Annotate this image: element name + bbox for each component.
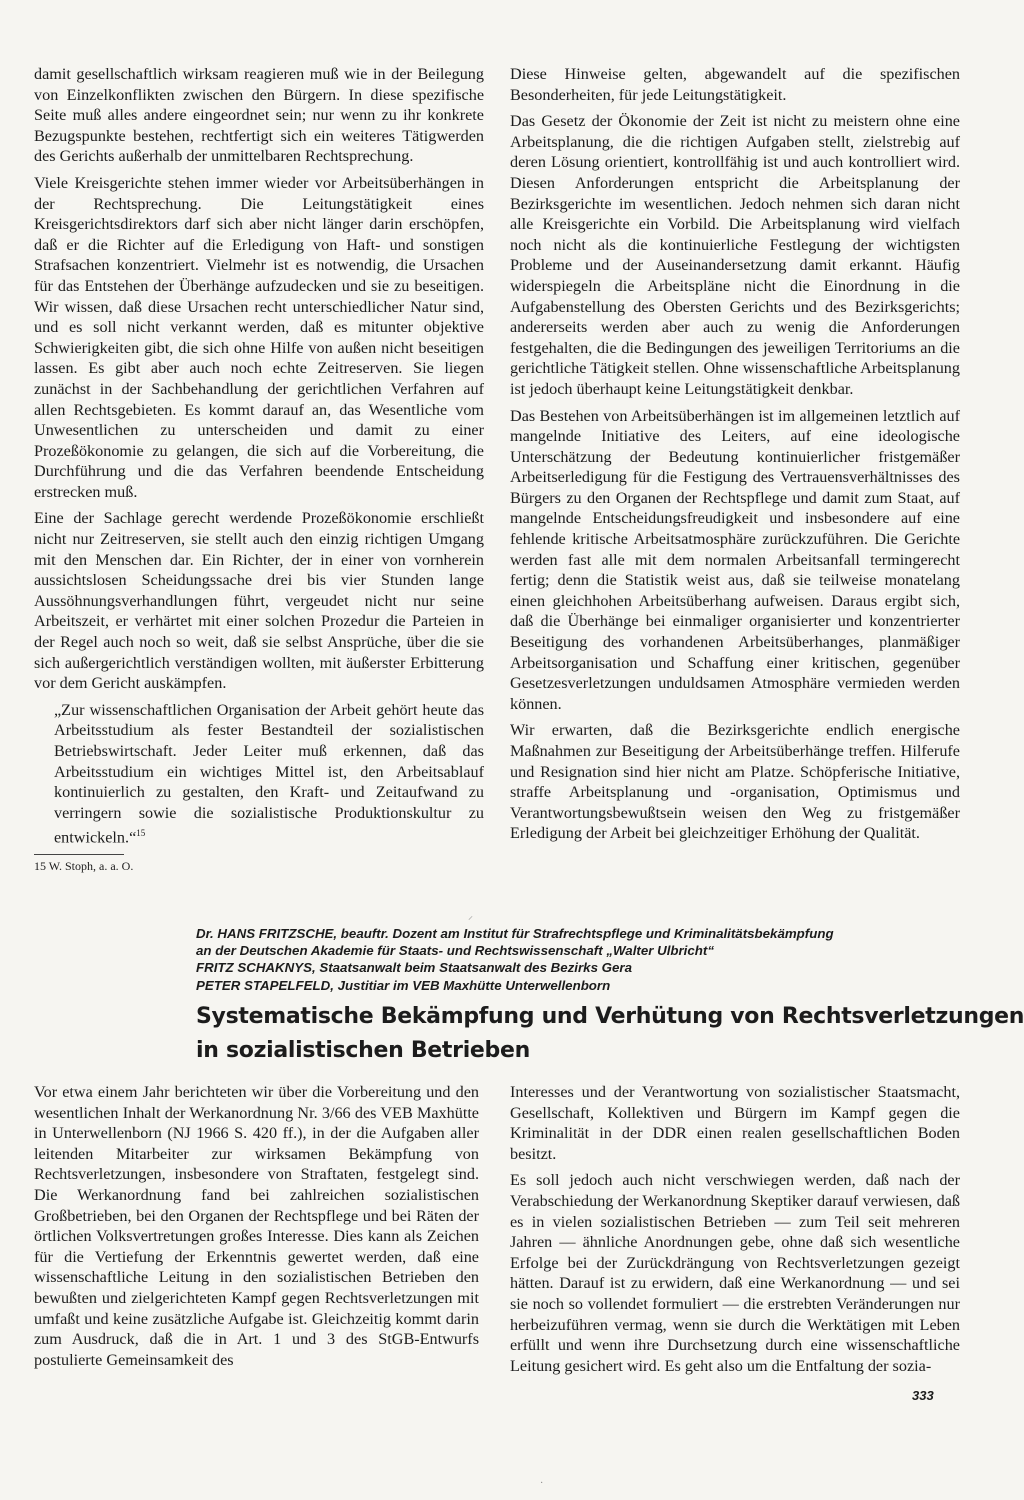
paragraph: Diese Hinweise gelten, abgewandelt auf die spezifischen Besonderheiten, für jede Leitungstätigkeit. <box>510 65 960 104</box>
paragraph: Das Gesetz der Ökonomie der Zeit ist nicht zu meistern ohne eine Arbeitsplanung, die die richtigen Aufgaben stellt, zielstrebig auf deren Lösung orientiert, kontrollfähig ist und auch kontrolliert wird. Diesen Anforderungen entspricht die Arbeitsplanung der Bezirksgerichte im wesentlichen. Jedoch nehmen sich daran nicht alle Kreisgerichte ein Vorbild. Die Arbeitsplanung wird vielfach noch nicht als die kontinuierliche Festlegung der wichtigsten Probleme und der Auseinandersetzung damit erkannt. Häufig widerspiegeln die Arbeitspläne nicht die Einordnung in die Aufgabenstellung des Obersten Gerichts und des Bezirksgerichts; andererseits werden aber auch zu wenig die Anforderungen festgehalten, die die Bedingungen des jeweiligen Territoriums an die gerichtliche Tätigkeit stellen. Ohne wissenschaftliche Arbeitsplanung ist jedoch überhaupt keine Leitungstätigkeit denkbar. <box>510 112 960 398</box>
author-line: PETER STAPELFELD, Justitiar im VEB Maxhütte Unterwellenborn <box>196 977 611 993</box>
paragraph: Das Bestehen von Arbeitsüberhängen ist im allgemeinen letztlich auf mangelnde Initiative des Leiters, auf eine ideologische Unterschätzung der Bedeutung kontinuierlicher fristgemäßer Arbeitserledigung für die Festigung des Vertrauensverhältnisses des Bürgers zu den Organen der Rechtspflege und damit zum Staat, auf mangelnde Entscheidungsfreudigkeit und insbesondere auf eine fehlende kritische Arbeitsatmosphäre zurückzuführen. Die Gerichte werden fast alle mit dem normalen Arbeitsanfall termingerecht fertig; denn die Statistik weist aus, daß sie teilweise monatelang einen gleichhohen Arbeitsüberhang aufweisen. Daraus ergibt sich, daß die Überhänge bei einmaliger organisierter und konzentrierter Beseitigung des vorhandenen Arbeitsüberhanges, planmäßiger Arbeitsorganisation und Schaffung einer kritischen, gegenüber Gesetzesverletzungen unduldsamen Atmosphäre vermieden werden können. <box>510 406 960 713</box>
headline-line-1: Systematische Bekämpfung und Verhütung von Rechtsverletzungen <box>196 1004 1024 1029</box>
paragraph: Viele Kreisgerichte stehen immer wieder vor Arbeitsüberhängen in der Rechtsprechung. Die Leitungstätigkeit eines Kreisgerichtsdirektors darf sich aber nicht länger darin erschöpfen, daß er die Richter auf die Erledigung von Haft- und sonstigen Strafsachen konzentriert. Vielmehr ist es notwendig, die Ursachen für das Entstehen der Überhänge aufzudecken und sie zu beseitigen. Wir wissen, daß diese Ursachen recht unterschiedlicher Natur sind, und es soll nicht verkannt werden, daß es mitunter objektive Schwierigkeiten gibt, die sich ohne Hilfe von außen nicht beseitigen lassen. Es gibt aber auch noch echte Zeitreserven. Sie liegen zunächst in der Sachbehandlung der gerichtlichen Verfahren auf allen Rechtsgebieten. Es kommt darauf an, das Wesentliche vom Unwesentlichen zu unterscheiden und damit zu einer Prozeßökonomie zu gelangen, die sich auf die Vorbereitung, die Durchführung und die das Verfahren beendende Entscheidung erstrecken muß. <box>34 173 484 501</box>
author-line: an der Deutschen Akademie für Staats- und Rechtswissenschaft „Walter Ulbricht“ <box>196 943 714 959</box>
page-number: 333 <box>912 1388 934 1403</box>
article-headline <box>196 1000 1024 1068</box>
paragraph: Wir erwarten, daß die Bezirksgerichte endlich energische Maßnahmen zur Beseitigung der Arbeitsüberhänge treffen. Hilferufe und Resignation sind hier nicht am Platze. Schöpferische Initiative, straffe Arbeitsplanung und -organisation, Optimismus und Verantwortungsbewußtsein weisen den Weg zu fristgemäßer Erledigung der Arbeit bei gleichzeitiger Erhöhung der Qualität. <box>510 721 960 843</box>
author-line: FRITZ SCHAKNYS, Staatsanwalt beim Staatsanwalt des Bezirks Gera <box>196 960 632 976</box>
right-column-top <box>510 64 960 850</box>
author-block <box>196 925 966 994</box>
scan-mark: ⸝ <box>468 911 473 922</box>
paragraph: Eine der Sachlage gerecht werdende Prozeßökonomie erschließt nicht nur Zeitreserven, sie stellt auch den einzig richtigen Umgang mit den Menschen dar. Ein Richter, der in einer von vornherein aussichtslosen Scheidungssache drei bis vier Stunden lange Aussöhnungsverhandlungen führt, vergeudet nicht nur seine Arbeitszeit, er verhärtet mit einer solchen Prozedur die Parteien in der Regel auch noch so weit, daß sie selbst Ansprüche, über die sie sich außergerichtlich verständigen wollten, mit äußerster Erbitterung vor dem Gericht auskämpfen. <box>34 509 484 693</box>
paragraph: damit gesellschaftlich wirksam reagieren muß wie in der Beilegung von Einzelkonflikten zwischen den Bürgern. In diese spezifische Seite muß alles andere eingeordnet sein; nur wenn zu ihr konkrete Bezugspunkte bestehen, rechtfertigt sich ein weiteres Tätigwerden des Gerichts außerhalb der unmittelbaren Rechtsprechung. <box>34 65 484 166</box>
right-column-bottom <box>510 1082 960 1382</box>
headline-line-2: in sozialistischen Betrieben <box>196 1038 530 1063</box>
block-quote <box>54 700 484 849</box>
scan-mark: · <box>540 1478 544 1489</box>
author-line: Dr. HANS FRITZSCHE, beauftr. Dozent am Institut für Strafrechtspflege und Kriminalitätsbekämpfung <box>196 926 834 941</box>
quote-text: „Zur wissenschaftlichen Organisation der Arbeit gehört heute das Arbeitsstudium als fester Bestandteil der sozialistischen Betriebswirtschaft. Jeder Leiter muß erkennen, daß das Arbeitsstudium ein wichtiges Mittel ist, den Arbeitsablauf kontinuierlich zu gestalten, den Kraft- und Zeitaufwand zu verringern sowie die sozialistische Produktionskultur zu entwickeln.“ <box>54 700 484 847</box>
footnote: 15 W. Stoph, a. a. O. <box>34 859 134 874</box>
left-column-top <box>34 64 484 874</box>
footnote-reference: 15 <box>136 828 146 839</box>
left-column-bottom <box>34 1082 479 1376</box>
paragraph: Vor etwa einem Jahr berichteten wir über die Vorbereitung und den wesentlichen Inhalt der Werkanordnung Nr. 3/66 des VEB Maxhütte in Unterwellenborn (NJ 1966 S. 420 ff.), in der die Aufgaben aller leitenden Mitarbeiter zur wirksamen Bekämpfung von Rechtsverletzungen, insbesondere von Straftaten, festgelegt sind. Die Werkanordnung fand bei zahlreichen sozialistischen Großbetrieben, bei den Organen der Rechtspflege und bei Räten der örtlichen Volksvertretungen großes Interesse. Dies kann als Zeichen für die Vertiefung der Erkenntnis gewertet werden, daß eine wissenschaftliche Leitung in den sozialistischen Betrieben den bewußten und zielgerichteten Kampf gegen Rechtsverletzungen mit umfaßt und keine zusätzliche Aufgabe ist. Gleichzeitig kommt darin zum Ausdruck, daß die in Art. 1 und 3 des StGB-Entwurfs postulierte Gemeinsamkeit des <box>34 1083 479 1369</box>
paragraph: Interesses und der Verantwortung von sozialistischer Staatsmacht, Gesellschaft, Kollektiven und Bürgern im Kampf gegen die Kriminalität in der DDR einen realen gesellschaftlichen Boden besitzt. <box>510 1083 960 1163</box>
footnote-divider <box>34 854 124 855</box>
paragraph: Es soll jedoch auch nicht verschwiegen werden, daß nach der Verabschiedung der Werkanordnung Skeptiker darauf verwiesen, daß es in vielen sozialistischen Betrieben — zum Teil seit mehreren Jahren — ähnliche Anordnungen gebe, ohne daß sich wesentliche Erfolge bei der Zurückdrängung von Rechtsverletzungen gezeigt hätten. Darauf ist zu erwidern, daß eine Werkanordnung — und sei sie noch so vollendet formuliert — die erstrebten Veränderungen nur herbeizuführen vermag, wenn sie durch die Werktätigen mit Leben erfüllt und wenn ihre Durchsetzung durch eine wissenschaftliche Leitung gesichert wird. Es geht also um die Entfaltung der sozia- <box>510 1171 960 1375</box>
